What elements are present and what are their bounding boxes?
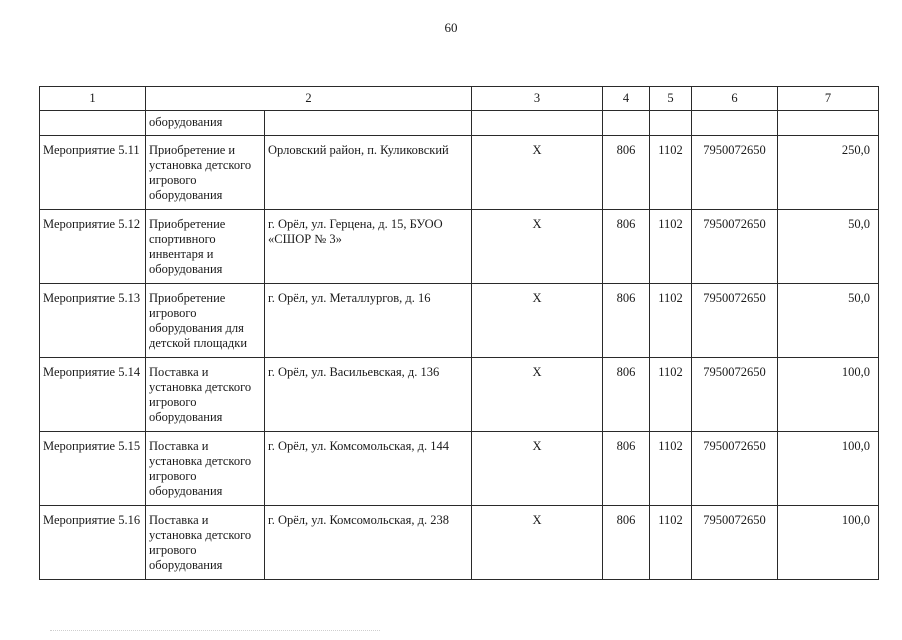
cell-c5: 1102 xyxy=(650,506,692,580)
cell-address: г. Орёл, ул. Комсомольская, д. 238 xyxy=(265,506,472,580)
cell-c6: 7950072650 xyxy=(692,210,778,284)
cell-c5: 1102 xyxy=(650,210,692,284)
cell-c7 xyxy=(778,111,879,136)
table-row xyxy=(40,358,879,432)
cell-c7: 100,0 xyxy=(778,432,879,506)
cell-name: Поставка и установка детского игрового оборудования xyxy=(146,506,265,580)
cell-event: Мероприятие 5.12 xyxy=(40,210,146,284)
cell-address: г. Орёл, ул. Герцена, д. 15, БУОО «СШОР № 3» xyxy=(265,210,472,284)
table-row xyxy=(40,284,879,358)
cell-c6: 7950072650 xyxy=(692,136,778,210)
table-row xyxy=(40,432,879,506)
cell-c4 xyxy=(603,111,650,136)
table-row xyxy=(40,136,879,210)
cell-c6: 7950072650 xyxy=(692,506,778,580)
cell-address: г. Орёл, ул. Комсомольская, д. 144 xyxy=(265,432,472,506)
cell-c6: 7950072650 xyxy=(692,358,778,432)
cell-c3 xyxy=(472,111,603,136)
cell-c3: Х xyxy=(472,506,603,580)
header-col-2: 2 xyxy=(146,87,472,111)
cell-c4: 806 xyxy=(603,210,650,284)
header-col-6: 6 xyxy=(692,87,778,111)
cell-c6: 7950072650 xyxy=(692,432,778,506)
continuation-row xyxy=(40,111,879,136)
cell-c5: 1102 xyxy=(650,284,692,358)
cell-address: г. Орёл, ул. Металлургов, д. 16 xyxy=(265,284,472,358)
cell-name: оборудования xyxy=(146,111,265,136)
cell-c3: Х xyxy=(472,210,603,284)
cell-c3: Х xyxy=(472,284,603,358)
cell-name: Поставка и установка детского игрового оборудования xyxy=(146,432,265,506)
cell-c7: 50,0 xyxy=(778,210,879,284)
cell-event: Мероприятие 5.16 xyxy=(40,506,146,580)
header-col-3: 3 xyxy=(472,87,603,111)
cell-event: Мероприятие 5.14 xyxy=(40,358,146,432)
header-col-7: 7 xyxy=(778,87,879,111)
cell-c6 xyxy=(692,111,778,136)
header-row xyxy=(40,87,879,111)
cell-c5 xyxy=(650,111,692,136)
cell-c4: 806 xyxy=(603,284,650,358)
cell-event: Мероприятие 5.15 xyxy=(40,432,146,506)
page-number: 60 xyxy=(444,20,458,35)
cell-c5: 1102 xyxy=(650,136,692,210)
cell-event: Мероприятие 5.11 xyxy=(40,136,146,210)
cell-c4: 806 xyxy=(603,506,650,580)
table-row xyxy=(40,506,879,580)
header-col-1: 1 xyxy=(40,87,146,111)
cell-c4: 806 xyxy=(603,136,650,210)
cell-c7: 100,0 xyxy=(778,358,879,432)
cell-c5: 1102 xyxy=(650,432,692,506)
cell-c4: 806 xyxy=(603,432,650,506)
cell-event xyxy=(40,111,146,136)
cell-c3: Х xyxy=(472,136,603,210)
cell-c6: 7950072650 xyxy=(692,284,778,358)
cell-name: Приобретение спортивного инвентаря и оборудования xyxy=(146,210,265,284)
scan-noise-line xyxy=(50,630,380,632)
table-row xyxy=(40,210,879,284)
cell-address xyxy=(265,111,472,136)
header-col-4: 4 xyxy=(603,87,650,111)
cell-c7: 50,0 xyxy=(778,284,879,358)
cell-address: Орловский район, п. Куликовский xyxy=(265,136,472,210)
cell-address: г. Орёл, ул. Васильевская, д. 136 xyxy=(265,358,472,432)
budget-table xyxy=(39,86,879,580)
cell-c3: Х xyxy=(472,432,603,506)
cell-event: Мероприятие 5.13 xyxy=(40,284,146,358)
header-col-5: 5 xyxy=(650,87,692,111)
cell-name: Приобретение и установка детского игрового оборудования xyxy=(146,136,265,210)
cell-c4: 806 xyxy=(603,358,650,432)
cell-c7: 250,0 xyxy=(778,136,879,210)
cell-name: Поставка и установка детского игрового оборудования xyxy=(146,358,265,432)
cell-c3: Х xyxy=(472,358,603,432)
cell-c5: 1102 xyxy=(650,358,692,432)
cell-c7: 100,0 xyxy=(778,506,879,580)
cell-name: Приобретение игрового оборудования для детской площадки xyxy=(146,284,265,358)
